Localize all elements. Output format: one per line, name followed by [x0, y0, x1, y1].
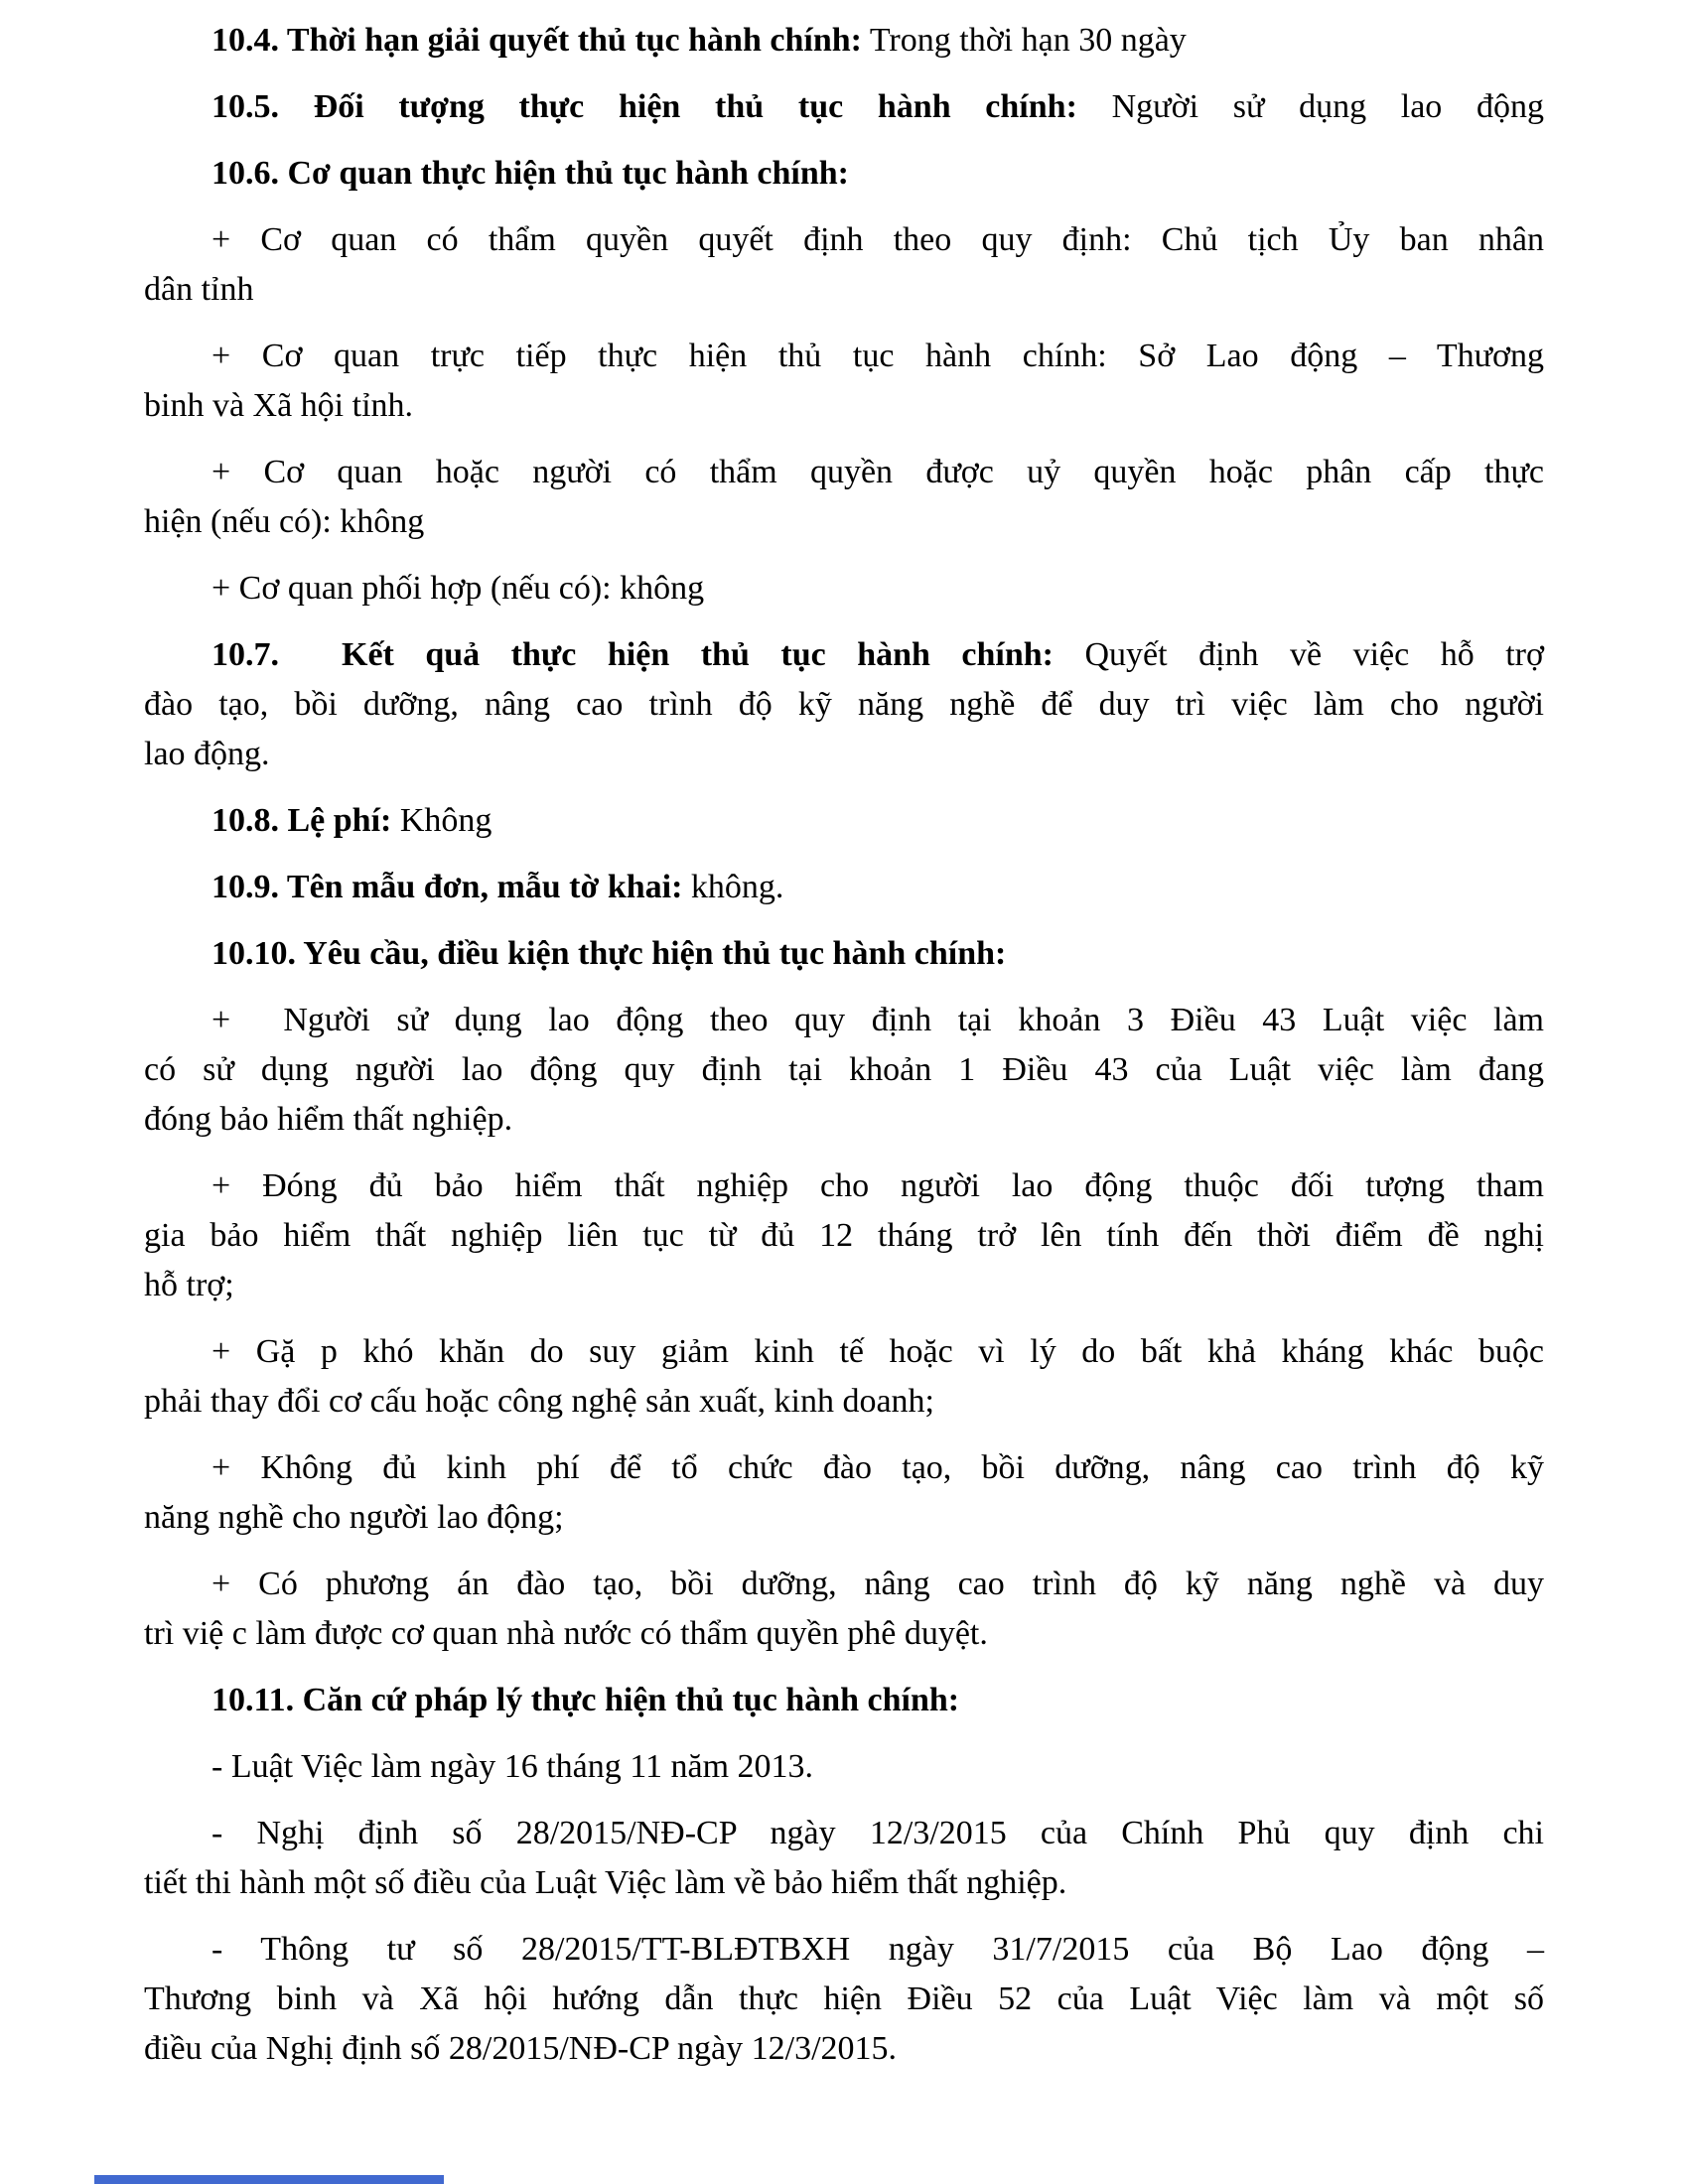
text-line — [144, 1560, 1544, 1609]
body-text: Không — [391, 802, 492, 839]
item-co-quan-uy-quyen — [144, 448, 1544, 547]
ref-nghi-dinh-28-2015 — [144, 1809, 1544, 1908]
section-10-5-doi-tuong — [144, 82, 1544, 132]
item-dong-du-bao-hiem — [144, 1161, 1544, 1310]
text-line — [144, 1493, 1544, 1543]
heading-text: 10.5. Đối tượng thực hiện thủ tục hành chính: — [211, 88, 1077, 125]
section-10-9-ten-mau-don — [144, 863, 1544, 912]
document-body — [144, 16, 1544, 2074]
ref-luat-viec-lam — [144, 1742, 1544, 1792]
text-line — [144, 1925, 1544, 1975]
text-line — [144, 1211, 1544, 1261]
body-text: trì việ c làm được cơ quan nhà nước có thẩm quyền phê duyệt. — [144, 1615, 988, 1652]
text-line — [144, 1095, 1544, 1145]
text-line — [144, 730, 1544, 779]
text-line — [144, 1676, 1544, 1725]
ref-thong-tu-28-2015 — [144, 1925, 1544, 2074]
item-co-quan-truc-tiep — [144, 332, 1544, 431]
body-text: - Luật Việc làm ngày 16 tháng 11 năm 2013. — [211, 1748, 814, 1785]
text-line — [144, 149, 1544, 199]
text-line — [144, 1261, 1544, 1310]
text-line — [144, 1327, 1544, 1377]
body-text: - Thông tư số 28/2015/TT-BLĐTBXH ngày 31/7/2015 của Bộ Lao động – — [211, 1931, 1544, 1968]
section-10-4-thoi-han — [144, 16, 1544, 66]
body-text: Quyết định về việc hỗ trợ — [1054, 636, 1544, 673]
body-text: + Cơ quan phối hợp (nếu có): không — [211, 570, 705, 607]
heading-text: 10.7. Kết quả thực hiện thủ tục hành chính: — [211, 636, 1054, 673]
body-text: + Đóng đủ bảo hiểm thất nghiệp cho người lao động thuộc đối tượng tham — [211, 1167, 1544, 1204]
body-text: lao động. — [144, 736, 270, 772]
item-gap-kho-khan — [144, 1327, 1544, 1427]
text-line — [144, 332, 1544, 381]
body-text: + Người sử dụng lao động theo quy định tại khoản 3 Điều 43 Luật việc làm — [211, 1002, 1544, 1038]
text-line — [144, 448, 1544, 497]
text-line — [144, 1045, 1544, 1095]
text-line — [144, 996, 1544, 1045]
item-co-quan-tham-quyen-quyet-dinh — [144, 215, 1544, 315]
body-text: - Nghị định số 28/2015/NĐ-CP ngày 12/3/2015 của Chính Phủ quy định chi — [211, 1815, 1544, 1851]
body-text: phải thay đổi cơ cấu hoặc công nghệ sản xuất, kinh doanh; — [144, 1383, 934, 1420]
section-10-11-can-cu — [144, 1676, 1544, 1725]
heading-text: 10.8. Lệ phí: — [211, 802, 392, 839]
body-text: + Không đủ kinh phí để tổ chức đào tạo, bồi dưỡng, nâng cao trình độ kỹ — [211, 1449, 1544, 1486]
text-line — [144, 16, 1544, 66]
text-line — [144, 1809, 1544, 1858]
body-text: không. — [682, 869, 784, 905]
text-line — [144, 215, 1544, 265]
item-khong-du-kinh-phi — [144, 1443, 1544, 1543]
body-text: đào tạo, bồi dưỡng, nâng cao trình độ kỹ năng nghề để duy trì việc làm cho người — [144, 686, 1544, 723]
body-text: + Cơ quan trực tiếp thực hiện thủ tục hành chính: Sở Lao động – Thương — [211, 338, 1544, 374]
body-text: Thương binh và Xã hội hướng dẫn thực hiện Điều 52 của Luật Việc làm và một số — [144, 1980, 1544, 2017]
body-text: Người sử dụng lao động — [1076, 88, 1544, 125]
text-line — [144, 381, 1544, 431]
item-nguoi-su-dung-lao-dong — [144, 996, 1544, 1145]
body-text: có sử dụng người lao động quy định tại khoản 1 Điều 43 của Luật việc làm đang — [144, 1051, 1544, 1088]
text-line — [144, 564, 1544, 614]
body-text: + Cơ quan có thẩm quyền quyết định theo quy định: Chủ tịch Ủy ban nhân — [211, 221, 1544, 258]
text-line — [144, 680, 1544, 730]
text-line — [144, 2024, 1544, 2074]
text-line — [144, 1858, 1544, 1908]
body-text: + Có phương án đào tạo, bồi dưỡng, nâng cao trình độ kỹ năng nghề và duy — [211, 1566, 1544, 1602]
text-line — [144, 796, 1544, 846]
text-line — [144, 1377, 1544, 1427]
text-line — [144, 1443, 1544, 1493]
body-text: + Cơ quan hoặc người có thẩm quyền được uỷ quyền hoặc phân cấp thực — [211, 454, 1544, 490]
heading-text: 10.11. Căn cứ pháp lý thực hiện thủ tục hành chính: — [211, 1682, 960, 1718]
body-text: hiện (nếu có): không — [144, 503, 425, 540]
text-line — [144, 1742, 1544, 1792]
body-text: gia bảo hiểm thất nghiệp liên tục từ đủ 12 tháng trở lên tính đến thời điểm đề nghị — [144, 1217, 1544, 1254]
body-text: tiết thi hành một số điều của Luật Việc làm về bảo hiểm thất nghiệp. — [144, 1864, 1067, 1901]
body-text: điều của Nghị định số 28/2015/NĐ-CP ngày 12/3/2015. — [144, 2030, 898, 2067]
item-co-quan-phoi-hop — [144, 564, 1544, 614]
section-10-10-yeu-cau — [144, 929, 1544, 979]
heading-text: 10.6. Cơ quan thực hiện thủ tục hành chính: — [211, 155, 849, 192]
section-10-6-co-quan — [144, 149, 1544, 199]
heading-text: 10.10. Yêu cầu, điều kiện thực hiện thủ tục hành chính: — [211, 935, 1007, 972]
body-text: năng nghề cho người lao động; — [144, 1499, 564, 1536]
body-text: dân tỉnh — [144, 271, 254, 308]
body-text: Trong thời hạn 30 ngày — [861, 22, 1187, 59]
text-line — [144, 630, 1544, 680]
section-10-8-le-phi — [144, 796, 1544, 846]
text-line — [144, 82, 1544, 132]
bottom-blue-line — [94, 2175, 444, 2184]
heading-text: 10.4. Thời hạn giải quyết thủ tục hành chính: — [211, 22, 862, 59]
body-text: đóng bảo hiểm thất nghiệp. — [144, 1101, 513, 1138]
body-text: binh và Xã hội tỉnh. — [144, 387, 414, 424]
text-line — [144, 1975, 1544, 2024]
heading-text: 10.9. Tên mẫu đơn, mẫu tờ khai: — [211, 869, 683, 905]
text-line — [144, 1609, 1544, 1659]
text-line — [144, 265, 1544, 315]
item-co-phuong-an — [144, 1560, 1544, 1659]
body-text: + Gặ p khó khăn do suy giảm kinh tế hoặc vì lý do bất khả kháng khác buộc — [211, 1333, 1544, 1370]
text-line — [144, 497, 1544, 547]
text-line — [144, 1161, 1544, 1211]
section-10-7-ket-qua — [144, 630, 1544, 779]
text-line — [144, 863, 1544, 912]
body-text: hỗ trợ; — [144, 1267, 234, 1303]
text-line — [144, 929, 1544, 979]
